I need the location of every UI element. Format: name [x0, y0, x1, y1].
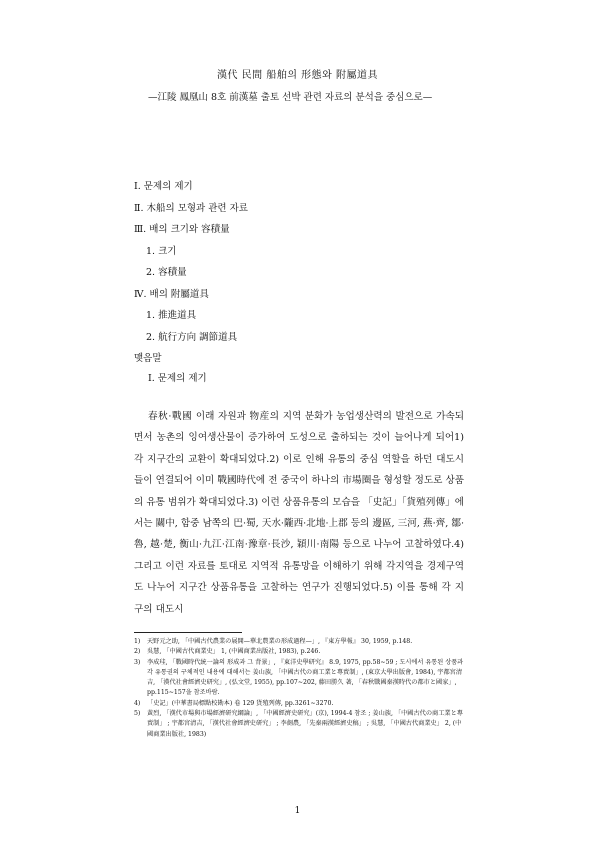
- toc-subitem: 1. 크기: [146, 245, 177, 257]
- toc-item: Ⅲ. 배의 크기와 容積量: [134, 224, 230, 235]
- toc-subitem: 1. 推進道具: [146, 310, 197, 321]
- footnote-number: 2): [134, 648, 141, 656]
- toc-subitem: 2. 航行方向 調節道具: [146, 331, 238, 343]
- paper-subtitle: —江陵 鳳凰山 8호 前漢墓 출토 선박 관련 자료의 분석을 중심으로—: [148, 92, 433, 103]
- footnote-text: 吳慧, 「中國古代商業史」 1, (中國商業出版社, 1983), p.246.: [147, 648, 321, 656]
- paper-title: 漢代 民間 船舶의 形態와 附屬道具: [216, 70, 379, 81]
- footnote: [134, 709, 464, 740]
- toc-item: Ⅰ. 문제의 제기: [134, 181, 193, 192]
- page-number: 1: [294, 806, 301, 816]
- footnote-number: 3): [134, 658, 141, 666]
- footnote-text: 天野元之助, 「中國古代農業の展開—華北農業の形成過程—」, 『東方學報』 30, 1959, p.148.: [147, 638, 413, 645]
- footnote-text: 黃烈, 「漢代市場與市場經濟研究綱論」, 「中國經濟史研究」(京), 1994-4 참조 ; 姜山族, 「中國古代の商工業と專賣制」 ; 宇都宮清吉, 「漢代社會經濟史研究」 ; 李劍農, 「先秦兩漢經濟史稿」 ; 吳慧, 「中國古代商業史」 2, (中國商業出版社, 1983): [147, 710, 463, 738]
- footnote-divider: [134, 632, 242, 633]
- footnote: [134, 699, 464, 709]
- footnote: [134, 658, 464, 699]
- footnotes: [134, 637, 464, 740]
- footnote-number: 1): [134, 638, 141, 645]
- footnote: [134, 647, 464, 657]
- footnote-number: 5): [134, 710, 141, 718]
- toc-item: Ⅱ. 木船의 모형과 관련 자료: [134, 202, 248, 214]
- footnote-text: 「史記」(中華書局標點校勘本) 卷 129 貨殖列傳, pp.3261~3270.: [147, 699, 334, 707]
- section-heading: Ⅰ. 문제의 제기: [148, 373, 207, 384]
- table-of-contents: [134, 180, 434, 374]
- footnote: [134, 637, 464, 647]
- toc-item: Ⅳ. 배의 附屬道具: [134, 288, 209, 300]
- body-text: [134, 406, 464, 620]
- body-paragraph: 春秋·戰國 이래 자원과 物産의 지역 분화가 농업생산력의 발전으로 가속되면서 농촌의 잉여생산물이 증가하여 도성으로 출하되는 것이 늘어나게 되어1) 각 지구간의 교환이 확대되었다.2) 이로 인해 유통의 중심 역할을 하던 대도시들이 연결되어 이미 戰國時代에 전 중국이 하나의 市場圈을 형성할 정도로 상품의 유통 범위가 확대되었다.3) 이런 상품유통의 모습을 「史記」「貨殖列傳」에서는 關中, 함중 남쪽의 巴·蜀, 天水·隴西·北地·上郡 등의 邊區, 三河, 燕·齊, 鄒·魯, 越·楚, 衡山·九江·江南·豫章·長沙, 穎川·南陽 등으로 나누어 고찰하였다.4) 그리고 이런 자료를 토대로 지역적 유통망을 이해하기 위해 각지역을 경제구역도 나누어 지구간 상품유통을 고찰하는 연구가 진행되었다.5) 이를 통해 각 지구의 대도시: [134, 411, 464, 615]
- footnote-number: 4): [134, 699, 141, 707]
- toc-item: 맺음말: [134, 353, 162, 364]
- footnote-text: 李成珪, 「戰國時代統一論의 形成과 그 背景」, 『東洋史學研究』 8.9, 1975, pp.58~59 ; 도시에서 유통된 상품과 각 유통권의 구체적인 내용에 대해서는 姜山族, 「中國古代の商工業と專賣制」, (東京大學出版會, 1984), 宇都宮清吉, 「漢代社會經濟史研究」, (弘文堂, 1955), pp.107~202, 藤田勝久 著, 「春秋戰國秦漢時代の都市と國家」, pp.115~157을 참조바람.: [147, 658, 464, 697]
- toc-subitem: 2. 容積量: [146, 267, 187, 278]
